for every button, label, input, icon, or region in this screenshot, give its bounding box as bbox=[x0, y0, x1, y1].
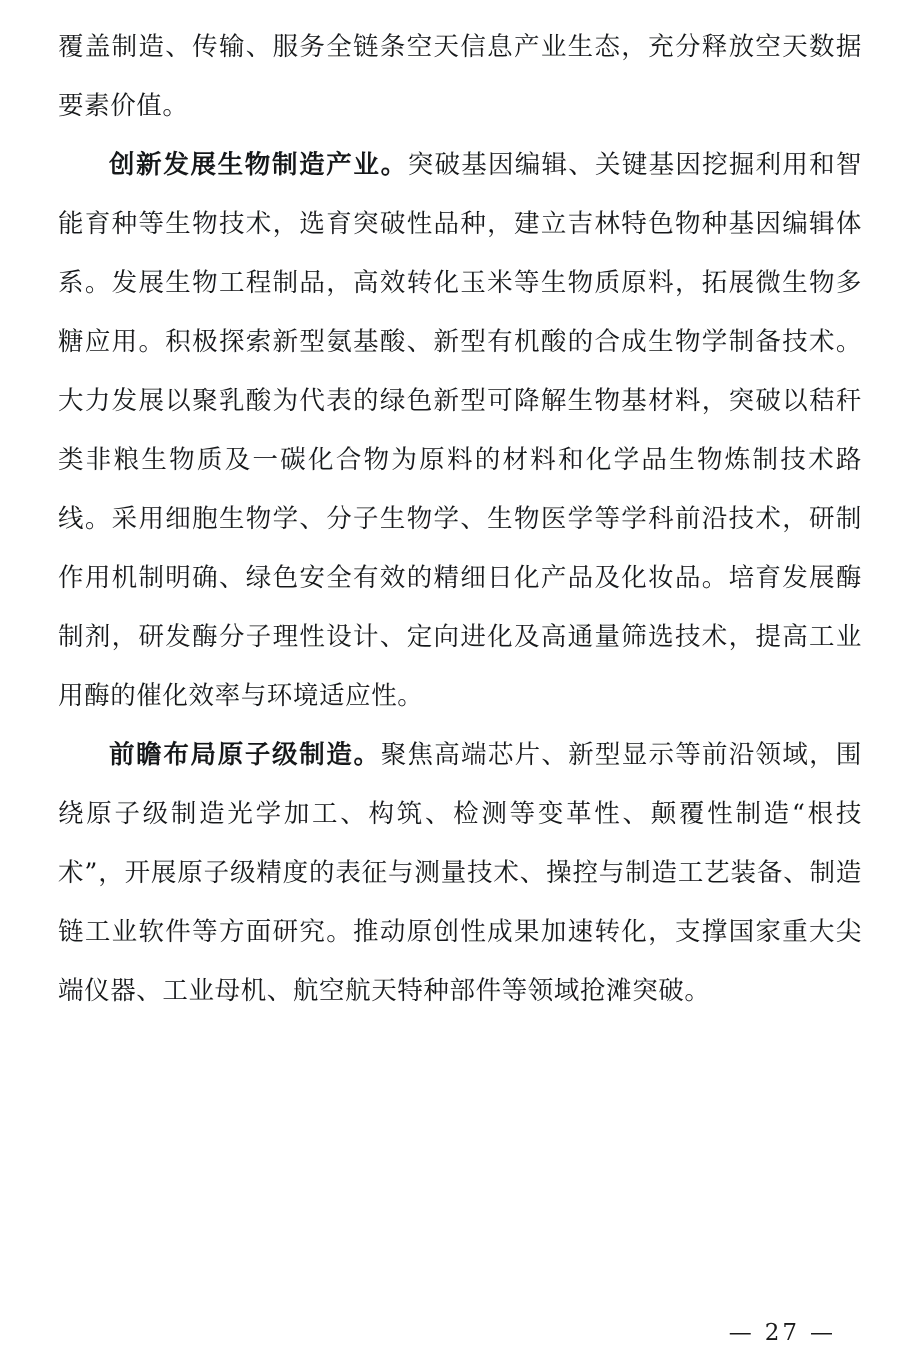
paragraph-lead-in: 前瞻布局原子级制造。 bbox=[109, 740, 381, 770]
paragraph-text: 突破基因编辑、关键基因挖掘利用和智能育种等生物技术，选育突破性品种，建立吉林特色物种基因编辑体系。发展生物工程制品，高效转化玉米等生物质原料，拓展微生物多糖应用。积极探索新型氨基酸、新型有机酸的合成生物学制备技术。大力发展以聚乳酸为代表的绿色新型可降解生物基材料，突破以秸秆类非粮生物质及一碳化合物为原料的材料和化学品生物炼制技术路线。采用细胞生物学、分子生物学、生物医学等学科前沿技术，研制作用机制明确、绿色安全有效的精细日化产品及化妆品。培育发展酶制剂，研发酶分子理性设计、定向进化及高通量筛选技术，提高工业用酶的催化效率与环境适应性。 bbox=[58, 150, 862, 711]
page-number: 27 bbox=[764, 1320, 800, 1346]
page-footer bbox=[0, 1320, 920, 1346]
paragraph-lead-in: 创新发展生物制造产业。 bbox=[109, 150, 408, 180]
paragraph-bio-manufacturing bbox=[58, 136, 862, 726]
footer-right-dash: — bbox=[810, 1320, 836, 1346]
paragraph-atomic-manufacturing bbox=[58, 726, 862, 1021]
paragraph-text: 覆盖制造、传输、服务全链条空天信息产业生态，充分释放空天数据要素价值。 bbox=[58, 32, 862, 121]
footer-left-dash: — bbox=[728, 1320, 755, 1346]
paragraph-text: 聚焦高端芯片、新型显示等前沿领域，围绕原子级制造光学加工、构筑、检测等变革性、颠覆性制造“根技术”，开展原子级精度的表征与测量技术、操控与制造工艺装备、制造链工业软件等方面研究。推动原创性成果加速转化，支撑国家重大尖端仪器、工业母机、航空航天特种部件等领域抢滩突破。 bbox=[58, 740, 862, 1006]
document-body bbox=[58, 18, 862, 1021]
paragraph-continued bbox=[58, 18, 862, 136]
